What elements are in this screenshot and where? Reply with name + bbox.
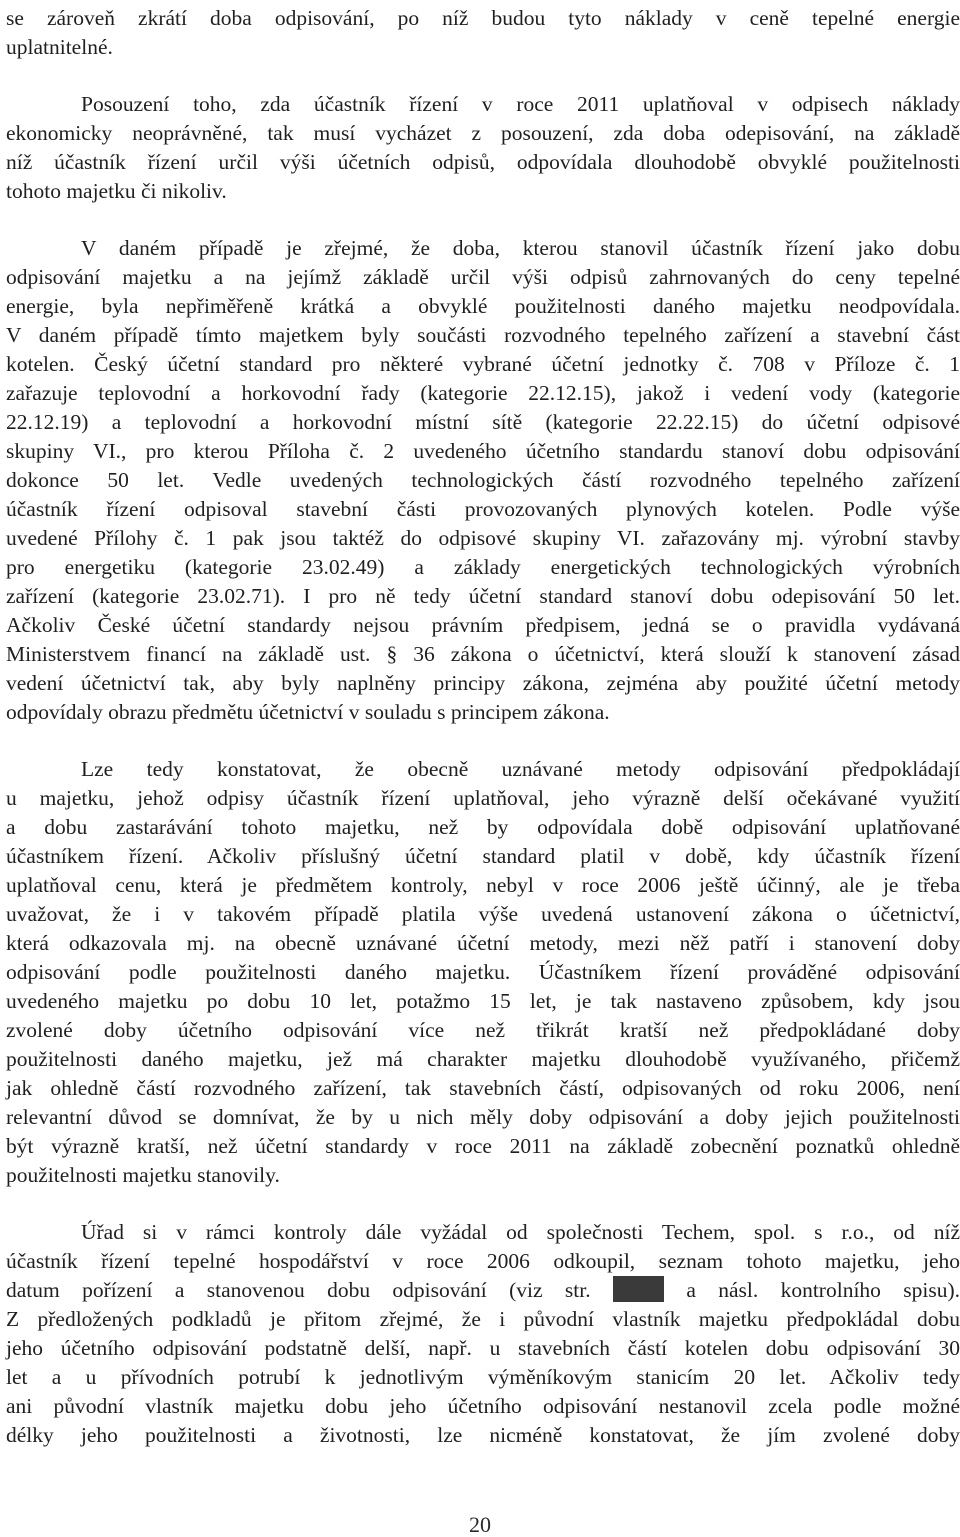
page-number: 20 [469, 1512, 491, 1537]
text-line: vedení účetnictví tak, aby byly naplněny principy zákona, zejména aby použité účetní metody [6, 671, 960, 695]
text-line: energie, byla nepřiměřeně krátká a obvyklé použitelnosti daného majetku neodpovídala. [6, 294, 960, 318]
text-line: Úřad si v rámci kontroly dále vyžádal od společnosti Techem, spol. s r.o., od níž [81, 1220, 960, 1244]
paragraph [6, 234, 960, 727]
text-line: uvedené Přílohy č. 1 pak jsou taktéž do odpisové skupiny VI. zařazovány mj. výrobní stavby [6, 526, 960, 550]
text-line: let a u přívodních potrubí k jednotlivým výměníkovým stanicím 20 let. Ačkoliv tedy [6, 1365, 960, 1389]
redaction-box [613, 1276, 664, 1302]
text-line: ani původní vlastník majetku dobu jeho účetního odpisování nestanovil zcela podle možné [6, 1394, 960, 1418]
text-line: Z předložených podkladů je přitom zřejmé, že i původní vlastník majetku předpokládal dobu [6, 1307, 960, 1331]
paragraph-spacer [6, 727, 960, 755]
text-line: a dobu zastarávání tohoto majetku, než by odpovídala době odpisování uplatňované [6, 815, 960, 839]
paragraph [6, 90, 960, 206]
text-line: zařízení (kategorie 23.02.71). I pro ně tedy účetní standard stanoví dobu odepisování 50 let. [6, 584, 960, 608]
text-line: zvolené doby účetního odpisování více než třikrát kratší než předpokládané doby [6, 1018, 960, 1042]
text-line: uvedeného majetku po dobu 10 let, potažmo 15 let, je tak nastaveno způsobem, kdy jsou [6, 989, 960, 1013]
paragraph [6, 4, 960, 62]
paragraph [6, 1218, 960, 1450]
document-page [6, 0, 960, 1450]
text-fragment: datum pořízení a stanovenou dobu odpisování (viz str. [6, 1278, 613, 1302]
text-line: relevantní důvod se domnívat, že by u nich měly doby odpisování a doby jejich použitelnosti [6, 1105, 960, 1129]
text-line: níž účastník řízení určil výši účetních odpisů, odpovídala dlouhodobě obvyklé použitelnosti [6, 150, 960, 174]
text-line: jak ohledně částí rozvodného zařízení, tak stavebních částí, odpisovaných od roku 2006, není [6, 1076, 960, 1100]
text-line: 22.12.19) a teplovodní a horkovodní místní sítě (kategorie 22.22.15) do účetní odpisové [6, 410, 960, 434]
text-line: která odkazovala mj. na obecně uznávané účetní metody, mezi něž patří i stanovení doby [6, 931, 960, 955]
text-line: délky jeho použitelnosti a životnosti, lze nicméně konstatovat, že jím zvolené doby [6, 1423, 960, 1447]
text-line: odpisování majetku a na jejímž základě určil výši odpisů zahrnovaných do ceny tepelné [6, 265, 960, 289]
text-line: použitelnosti majetku stanovily. [6, 1163, 280, 1187]
paragraph-spacer [6, 1190, 960, 1218]
text-line: se zároveň zkrátí doba odpisování, po níž budou tyto náklady v ceně tepelné energie [6, 6, 960, 30]
paragraph [6, 755, 960, 1190]
text-line: účastník řízení odpisoval stavební části provozovaných plynových kotelen. Podle výše [6, 497, 960, 521]
text-line: tohoto majetku či nikoliv. [6, 179, 227, 203]
text-line: Ministerstvem financí na základě ust. § 36 zákona o účetnictví, která slouží k stanovení zásad [6, 642, 960, 666]
text-line: pro energetiku (kategorie 23.02.49) a základy energetických technologických výrobních [6, 555, 960, 579]
paragraph-spacer [6, 206, 960, 234]
text-line: Ačkoliv České účetní standardy nejsou právním předpisem, jedná se o pravidla vydávaná [6, 613, 960, 637]
paragraph-spacer [6, 62, 960, 90]
text-line: odpovídaly obrazu předmětu účetnictví v souladu s principem zákona. [6, 700, 610, 724]
text-line: jeho účetního odpisování podstatně delší, např. u stavebních částí kotelen dobu odpisování 30 [6, 1336, 960, 1360]
text-line: Lze tedy konstatovat, že obecně uznávané metody odpisování předpokládají [81, 757, 960, 781]
text-line: u majetku, jehož odpisy účastník řízení uplatňoval, jeho výrazně delší očekávané využití [6, 786, 960, 810]
text-fragment: a násl. kontrolního spisu). [686, 1278, 960, 1302]
text-line: použitelnosti daného majetku, jež má charakter majetku dlouhodobě využívaného, přičemž [6, 1047, 960, 1071]
text-line: účastníkem řízení. Ačkoliv příslušný účetní standard platil v době, kdy účastník řízení [6, 844, 960, 868]
text-line: účastník řízení tepelné hospodářství v roce 2006 odkoupil, seznam tohoto majetku, jeho [6, 1249, 960, 1273]
text-line-with-redaction [6, 1276, 960, 1305]
text-line: Posouzení toho, zda účastník řízení v roce 2011 uplatňoval v odpisech náklady [81, 92, 960, 116]
text-line: ekonomicky neoprávněné, tak musí vycházet z posouzení, zda doba odepisování, na základě [6, 121, 960, 145]
text-line: dokonce 50 let. Vedle uvedených technologických částí rozvodného tepelného zařízení [6, 468, 960, 492]
text-line: kotelen. Český účetní standard pro některé vybrané účetní jednotky č. 708 v Příloze č. 1 [6, 352, 960, 376]
text-line: V daném případě tímto majetkem byly součásti rozvodného tepelného zařízení a stavební část [6, 323, 960, 347]
text-line: V daném případě je zřejmé, že doba, kterou stanovil účastník řízení jako dobu [81, 236, 960, 260]
text-line: uplatnitelné. [6, 35, 113, 59]
text-line: uvažovat, že i v takovém případě platila výše uvedená ustanovení zákona o účetnictví, [6, 902, 960, 926]
text-line: zařazuje teplovodní a horkovodní řady (kategorie 22.12.15), jakož i vedení vody (kategorie [6, 381, 960, 405]
text-line: být výrazně kratší, než účetní standardy v roce 2011 na základě zobecnění poznatků ohledně [6, 1134, 960, 1158]
text-line: odpisování podle použitelnosti daného majetku. Účastníkem řízení prováděné odpisování [6, 960, 960, 984]
text-line: skupiny VI., pro kterou Příloha č. 2 uvedeného účetního standardu stanoví dobu odpisování [6, 439, 960, 463]
text-line: uplatňoval cenu, která je předmětem kontroly, nebyl v roce 2006 ještě účinný, ale je třeba [6, 873, 960, 897]
